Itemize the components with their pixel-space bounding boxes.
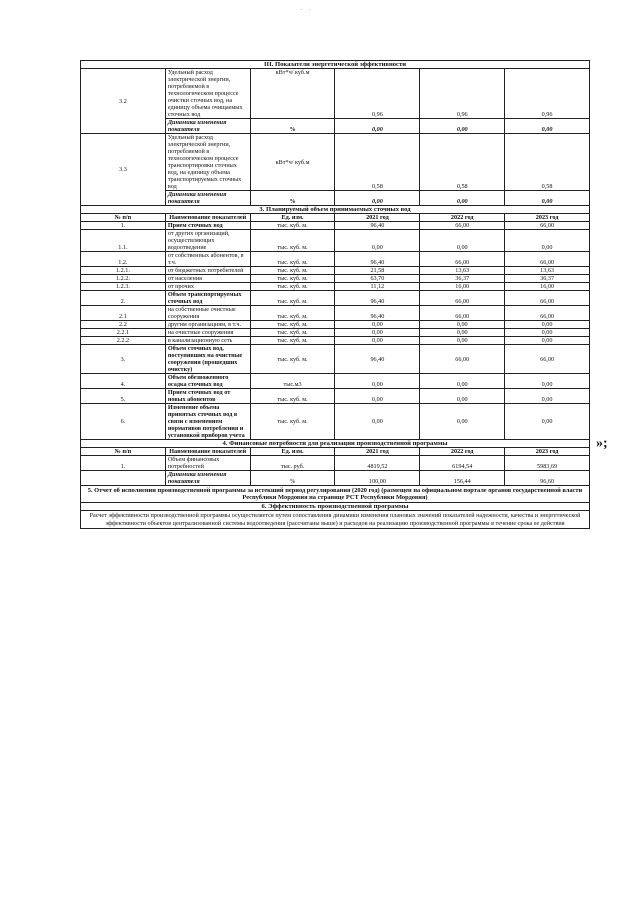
indicator-name: в канализационную сеть — [165, 337, 250, 345]
wastewater-volume-table — [80, 206, 590, 440]
dynamics-label: Динамика изменения показателя — [165, 119, 250, 134]
indicator-name: Объем транспортируемых сточных вод — [165, 291, 250, 306]
table-row — [81, 329, 590, 337]
section-title-volume: 3. Планируемый объем принимаемых сточных вод — [81, 206, 590, 214]
value-2023: 13,63 — [505, 267, 590, 275]
indicator-name: от бюджетных потребителей — [165, 267, 250, 275]
value-2023: 66,00 — [505, 306, 590, 321]
indicator-name: на собственные очистные сооружения — [165, 306, 250, 321]
value-2022: 0,00 — [420, 337, 505, 345]
unit: тыс. куб. м. — [250, 321, 335, 329]
header-2023: 2023 год — [505, 448, 590, 456]
table-row — [81, 456, 590, 471]
table-row — [81, 389, 590, 404]
value-2021: 0,00 — [335, 389, 420, 404]
table-row — [81, 222, 590, 230]
indicator-name: от населения — [165, 275, 250, 283]
energy-efficiency-table — [80, 60, 590, 206]
value-2022: 16,00 — [420, 283, 505, 291]
unit: тыс. куб. м. — [250, 337, 335, 345]
section-report-note: 5. Отчет об исполнении производственной программы за истекший период регулирования (2020 год) (размещен на официальном портале органов государственной власти Республики Мордовия на странице РСТ Республики Мордовия) — [81, 486, 590, 503]
value-2021: 0,58 — [335, 134, 420, 191]
value-2021: 96,40 — [335, 222, 420, 230]
row-number: 1. — [81, 222, 166, 230]
header-2022: 2022 год — [420, 214, 505, 222]
table-row — [81, 404, 590, 440]
unit: тыс. куб. м. — [250, 222, 335, 230]
value-2022: 66,00 — [420, 291, 505, 306]
dynamics-2022: 0,00 — [420, 191, 505, 206]
indicator-name: Удельный расход электрической энергии, потребляемой в технологическом процессе транспортировки сточных вод, на единицу объема транспортируемых сточных вод — [165, 134, 250, 191]
volume-rows — [81, 222, 590, 440]
value-2021: 0,00 — [335, 321, 420, 329]
row-number: 1.2. — [81, 252, 166, 267]
section-title-energy: III. Показатели энергетической эффективности — [81, 61, 590, 69]
row-number: 1.2.3. — [81, 283, 166, 291]
value-2023: 5983,69 — [505, 456, 590, 471]
value-2021: 0,00 — [335, 404, 420, 440]
indicator-name: другим организациям, в т.ч. — [165, 321, 250, 329]
indicator-name: от других организаций, осуществляющих водоотведение — [165, 230, 250, 252]
dynamics-label: Динамика изменения показателя — [165, 471, 250, 486]
value-2022: 0,58 — [420, 134, 505, 191]
value-2022: 0,96 — [420, 69, 505, 119]
value-2021: 21,58 — [335, 267, 420, 275]
dynamics-2023: 0,00 — [505, 191, 590, 206]
unit: тыс. куб. м. — [250, 306, 335, 321]
dynamics-unit: % — [250, 191, 335, 206]
row-number: 1.2.2. — [81, 275, 166, 283]
efficiency-text: Расчет эффективности производственной программы осуществляется путем сопоставления динамики изменения плановых значений показателей надежности, качества и энергетической эффективности объектов централизованной системы водоотведения (рассчитаны выше) и расходов на реализацию производственной программы в течение срока ее действия — [80, 511, 590, 528]
indicator-name: Объем сточных вод, поступивших на очистные сооружения (прошедших очистку) — [165, 345, 250, 374]
row-number: 5. — [81, 389, 166, 404]
row-number: 3.3 — [81, 134, 166, 206]
dynamics-2023: 0,00 — [505, 119, 590, 134]
header-2023: 2023 год — [505, 214, 590, 222]
value-2023: 0,00 — [505, 389, 590, 404]
unit: тыс. куб. м. — [250, 267, 335, 275]
value-2023: 0,00 — [505, 329, 590, 337]
table-row — [81, 230, 590, 252]
table-row — [81, 321, 590, 329]
header-num: № п/п — [81, 214, 166, 222]
row-number: 2.2 — [81, 321, 166, 329]
unit: тыс. куб. м. — [250, 252, 335, 267]
unit: тыс.м3 — [250, 374, 335, 389]
unit: тыс. куб. м. — [250, 389, 335, 404]
unit: тыс. куб. м. — [250, 230, 335, 252]
value-2021: 96,40 — [335, 306, 420, 321]
section-title-efficiency: 6. Эффективность производственной программы — [81, 503, 590, 511]
dynamics-2021: 0,00 — [335, 191, 420, 206]
header-name: Наименование показателей — [165, 448, 250, 456]
row-number: 2.2.2 — [81, 337, 166, 345]
value-2021: 0,00 — [335, 230, 420, 252]
dynamics-2022: 156,44 — [420, 471, 505, 486]
financial-table — [80, 440, 590, 511]
row-number: 3. — [81, 345, 166, 374]
row-number: 2.2.1 — [81, 329, 166, 337]
row-number: 4. — [81, 374, 166, 389]
row-number — [81, 471, 166, 486]
value-2022: 6194,54 — [420, 456, 505, 471]
header-2021: 2021 год — [335, 448, 420, 456]
dynamics-2022: 0,00 — [420, 119, 505, 134]
table-row — [81, 306, 590, 321]
indicator-name: Удельный расход электрической энергии, потребляемой в технологическом процессе очистки сточных вод, на единицу объема очищаемых сточных вод — [165, 69, 250, 119]
value-2023: 0,00 — [505, 404, 590, 440]
value-2023: 0,00 — [505, 374, 590, 389]
value-2022: 0,00 — [420, 389, 505, 404]
value-2022: 36,37 — [420, 275, 505, 283]
table-row — [81, 345, 590, 374]
value-2022: 66,00 — [420, 306, 505, 321]
value-2021: 96,40 — [335, 345, 420, 374]
value-2023: 66,00 — [505, 252, 590, 267]
scan-mark: · · — [300, 6, 313, 14]
row-number: 1.1. — [81, 230, 166, 252]
section-title-finance: 4. Финансовые потребности для реализации производственной программы — [81, 440, 590, 448]
closing-quote: »; — [596, 436, 608, 451]
indicator-name: Изменение объема принятых сточных вод в связи с изменением нормативов потребления и установкой приборов учета — [165, 404, 250, 440]
value-2021: 0,00 — [335, 329, 420, 337]
unit: тыс. куб. м. — [250, 291, 335, 306]
unit: тыс. руб. — [250, 456, 335, 471]
value-2023: 16,00 — [505, 283, 590, 291]
value-2021: 11,12 — [335, 283, 420, 291]
value-2023: 0,96 — [505, 69, 590, 119]
row-number: 2. — [81, 291, 166, 306]
unit: тыс. куб. м. — [250, 275, 335, 283]
value-2021: 0,00 — [335, 337, 420, 345]
row-number: 3.2 — [81, 69, 166, 134]
dynamics-2021: 100,00 — [335, 471, 420, 486]
value-2023: 0,00 — [505, 230, 590, 252]
unit: кВт*ч/ куб.м — [250, 134, 335, 191]
indicator-name: Прием сточных вод — [165, 222, 250, 230]
table-row — [81, 275, 590, 283]
value-2023: 66,00 — [505, 345, 590, 374]
row-number: 2.1 — [81, 306, 166, 321]
table-row — [81, 471, 590, 486]
value-2023: 66,00 — [505, 291, 590, 306]
indicator-name: Объем финансовых потребностей — [165, 456, 250, 471]
value-2023: 0,00 — [505, 321, 590, 329]
unit: тыс. куб. м. — [250, 283, 335, 291]
value-2023: 36,37 — [505, 275, 590, 283]
value-2022: 13,63 — [420, 267, 505, 275]
value-2021: 63,70 — [335, 275, 420, 283]
row-number: 6. — [81, 404, 166, 440]
value-2022: 66,00 — [420, 222, 505, 230]
dynamics-2021: 0,00 — [335, 119, 420, 134]
value-2021: 4819,52 — [335, 456, 420, 471]
header-name: Наименование показателей — [165, 214, 250, 222]
row-number: 1.2.1. — [81, 267, 166, 275]
dynamics-label: Динамика изменения показателя — [165, 191, 250, 206]
header-2021: 2021 год — [335, 214, 420, 222]
value-2022: 66,00 — [420, 252, 505, 267]
value-2022: 0,00 — [420, 374, 505, 389]
indicator-name: от собственных абонентов, в т.ч. — [165, 252, 250, 267]
dynamics-2023: 96,60 — [505, 471, 590, 486]
unit: тыс. куб. м. — [250, 345, 335, 374]
value-2022: 66,00 — [420, 345, 505, 374]
value-2023: 0,00 — [505, 337, 590, 345]
table-row — [81, 374, 590, 389]
dynamics-unit: % — [250, 119, 335, 134]
table-row — [81, 267, 590, 275]
document-page — [80, 60, 590, 529]
unit: тыс. куб. м. — [250, 404, 335, 440]
table-row — [81, 337, 590, 345]
unit: кВт*ч/ куб.м — [250, 69, 335, 119]
value-2023: 66,00 — [505, 222, 590, 230]
row-number: 1. — [81, 456, 166, 471]
value-2022: 0,00 — [420, 230, 505, 252]
indicator-name: Объем обезвоженного осадка сточных вод — [165, 374, 250, 389]
value-2021: 0,00 — [335, 374, 420, 389]
value-2021: 0,96 — [335, 69, 420, 119]
value-2023: 0,58 — [505, 134, 590, 191]
value-2022: 0,00 — [420, 321, 505, 329]
indicator-name: на очистные сооружения — [165, 329, 250, 337]
table-row — [81, 252, 590, 267]
dynamics-unit: % — [250, 471, 335, 486]
header-unit: Ед. изм. — [250, 214, 335, 222]
header-2022: 2022 год — [420, 448, 505, 456]
unit: тыс. куб. м. — [250, 329, 335, 337]
header-num: № п/п — [81, 448, 166, 456]
value-2021: 96,40 — [335, 291, 420, 306]
table-row — [81, 283, 590, 291]
value-2022: 0,00 — [420, 329, 505, 337]
value-2022: 0,00 — [420, 404, 505, 440]
table-row — [81, 291, 590, 306]
indicator-name: Прием сточных вод от новых абонентов — [165, 389, 250, 404]
header-unit: Ед. изм. — [250, 448, 335, 456]
indicator-name: от прочих — [165, 283, 250, 291]
value-2021: 96,40 — [335, 252, 420, 267]
